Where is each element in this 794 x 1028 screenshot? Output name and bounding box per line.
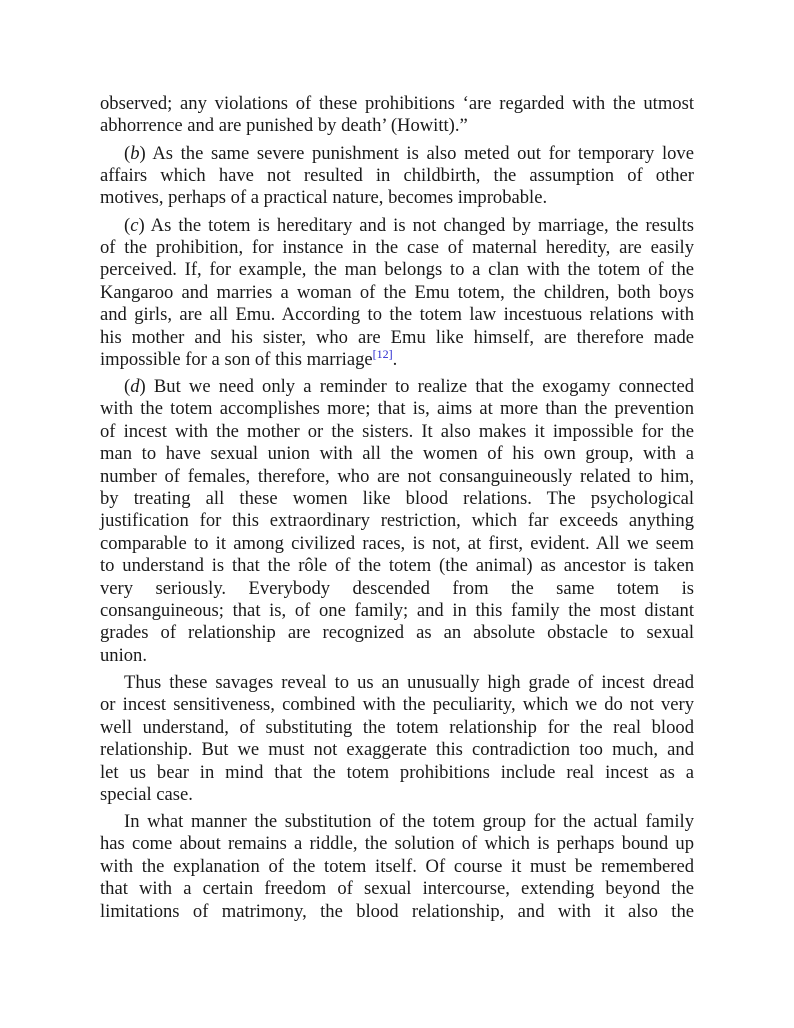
text-line: [100, 555, 694, 577]
line-text: Kangaroo and marries a woman of the Emu totem, the children, both boys: [100, 281, 694, 303]
paragraph: [100, 672, 694, 806]
line-text: of the prohibition, for instance in the case of maternal heredity, are easily: [100, 236, 694, 258]
line-text: by treating all these women like blood relations. The psychological: [100, 488, 694, 510]
paragraph: [100, 143, 694, 210]
line-text: Thus these savages reveal to us an unusually high grade of incest dread: [124, 671, 694, 693]
line-text: with the totem accomplishes more; that is, aims at more than the prevention: [100, 398, 694, 420]
line-text: But we need only a reminder to realize that the exogamy connected: [145, 376, 694, 398]
line-text: relationship. But we must not exaggerate this contradiction too much, and: [100, 739, 694, 761]
text-line: [100, 187, 694, 209]
text-line: [100, 237, 694, 259]
text-line: (b) As the same severe punishment is also meted out for temporary love: [124, 142, 694, 164]
text-line: [100, 488, 694, 510]
text-line: [100, 398, 694, 420]
text-line: [100, 739, 694, 761]
text-line: [100, 578, 694, 600]
text-line: [100, 327, 694, 349]
text-line: [100, 466, 694, 488]
line-text: As the totem is hereditary and is not changed by marriage, the results: [144, 214, 694, 236]
text-line: [100, 622, 694, 644]
text-line: [100, 282, 694, 304]
line-text: justification for this extraordinary restriction, which far exceeds anything: [100, 510, 694, 532]
line-text: limitations of matrimony, the blood relationship, and with it also the: [100, 900, 694, 922]
text-line: [100, 784, 694, 806]
paragraph: [100, 93, 694, 138]
text-line: impossible for a son of this marriage[12].: [100, 346, 398, 370]
text-line: [100, 672, 694, 694]
line-text: observed; any violations of these prohibitions ‘are regarded with the utmost: [100, 93, 694, 114]
text-line: [100, 762, 694, 784]
line-text: let us bear in mind that the totem prohibitions include real incest as a: [100, 761, 694, 783]
text-line: (c) As the totem is hereditary and is not changed by marriage, the results: [124, 214, 694, 236]
text-line: [100, 878, 694, 900]
text-line: [100, 259, 694, 281]
text-line: [100, 533, 694, 555]
text-line: [100, 93, 694, 115]
line-text: very seriously. Everybody descended from the same totem is: [100, 577, 694, 599]
text-line: [100, 694, 694, 716]
paragraph-label: b: [130, 142, 140, 164]
paragraph: [100, 215, 694, 372]
paragraph: [100, 811, 694, 923]
text-line: [100, 304, 694, 326]
text-line: [100, 600, 694, 622]
text-line: [100, 421, 694, 443]
line-text: to understand is that the rôle of the totem (the animal) as ancestor is taken: [100, 555, 694, 577]
line-text: motives, perhaps of a practical nature, becomes improbable.: [100, 187, 548, 209]
line-text: comparable to it among civilized races, is not, at first, evident. All we seem: [100, 532, 694, 554]
text-line: [100, 811, 694, 833]
text-line: [100, 901, 694, 923]
text-line: [100, 165, 694, 187]
line-text: affairs which have not resulted in childbirth, the assumption of other: [100, 164, 694, 186]
line-text: with the explanation of the totem itself. Of course it must be remembered: [100, 855, 694, 877]
line-text: of incest with the mother or the sisters. It also makes it impossible for the: [100, 420, 694, 442]
paragraph: [100, 376, 694, 667]
line-text: that with a certain freedom of sexual intercourse, extending beyond the: [100, 878, 694, 900]
paragraph-label: c: [130, 214, 139, 236]
line-text: grades of relationship are recognized as an absolute obstacle to sexual: [100, 622, 694, 644]
paragraph-label: d: [130, 376, 140, 398]
line-text: perceived. If, for example, the man belongs to a clan with the totem of the: [100, 259, 694, 281]
line-text: or incest sensitiveness, combined with the peculiarity, which we do not very: [100, 694, 694, 716]
footnote-link[interactable]: [12]: [372, 346, 393, 361]
line-text: In what manner the substitution of the totem group for the actual family: [124, 811, 694, 833]
line-text: As the same severe punishment is also meted out for temporary love: [145, 142, 694, 164]
line-text: special case.: [100, 783, 193, 805]
line-text: union.: [100, 644, 148, 666]
line-text: his mother and his sister, who are Emu like himself, are therefore made: [100, 326, 694, 348]
line-text: well understand, of substituting the totem relationship for the real blood: [100, 716, 694, 738]
text-line: [100, 115, 694, 137]
line-text: consanguineous; that is, of one family; and in this family the most distant: [100, 599, 694, 621]
text-line: [100, 717, 694, 739]
line-text: and girls, are all Emu. According to the totem law incestuous relations with: [100, 304, 694, 326]
line-text: number of females, therefore, who are not consanguineously related to him,: [100, 465, 694, 487]
document-page: [100, 93, 694, 928]
text-line: [100, 833, 694, 855]
line-text: has come about remains a riddle, the solution of which is perhaps bound up: [100, 833, 694, 855]
text-line: [100, 443, 694, 465]
text-line: [100, 510, 694, 532]
line-text: man to have sexual union with all the women of his own group, with a: [100, 443, 694, 465]
line-text: abhorrence and are punished by death’ (Howitt).”: [100, 115, 468, 137]
text-line: (d) But we need only a reminder to realize that the exogamy connected: [124, 376, 694, 398]
text-line: [100, 856, 694, 878]
text-line: [100, 645, 694, 667]
line-text: impossible for a son of this marriage: [100, 348, 373, 370]
